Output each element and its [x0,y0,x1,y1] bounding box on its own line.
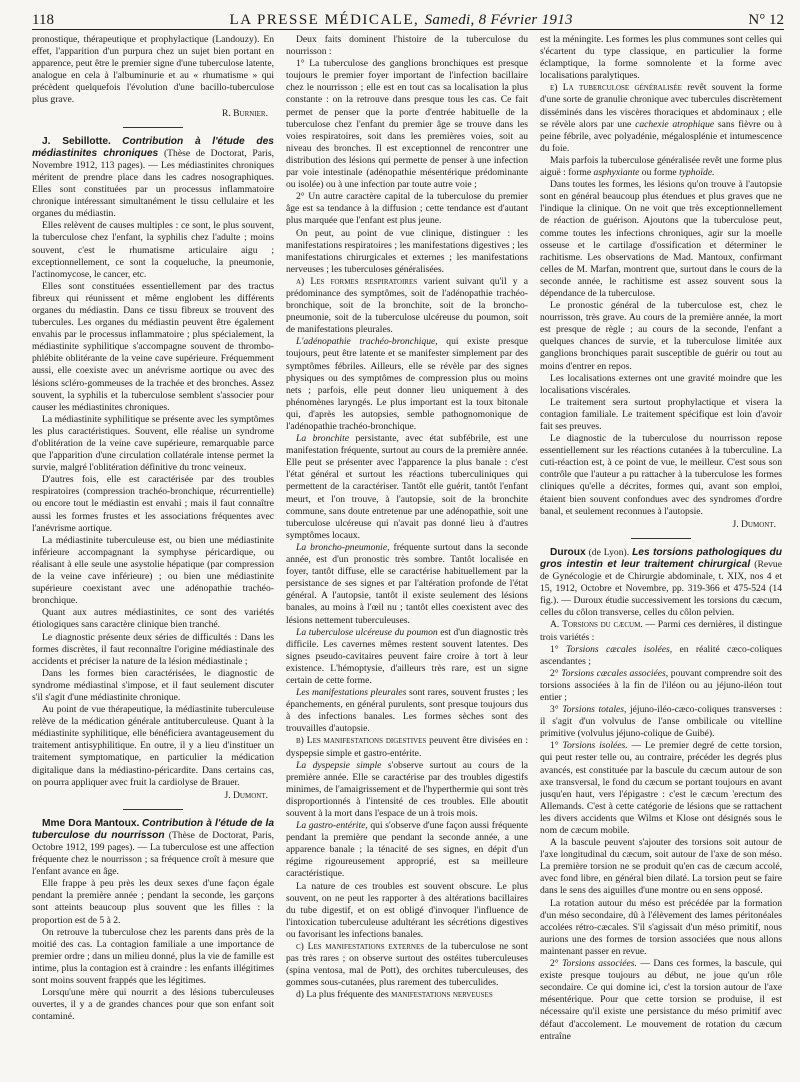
subheading: c) Les manifestations externes [296,941,425,953]
article-title: Contribution à l'étude des médiastinites chroniques [32,135,274,159]
paragraph-text: sans fièvre ou à peine fébrile, avec polyadénie, mégalosplénie et intumescence du foie. [540,118,782,154]
paragraph [286,941,528,989]
article-title: Contribution à l'étude de la tuberculose du nourrisson [32,817,274,841]
paragraph-text: qui s'observe d'une façon aussi fréquente pendant la première que pendant la seconde année, a une apparence banale ; la ténacité de ses signes, en dépit d'un régime rigoureusement approprié, est sa meilleure caractéristique. [286,820,528,880]
paragraph: La médiastinite tuberculeuse est, ou bien une médiastinite inférieure accompagnant la symphyse péricardique, ou réalisant à elle seule une asystolie hépatique (par compression de la veine cave inférieure) ; ou bien une médiastinite supérieure coexistant avec une adénopathie trachéo-bronchique. [32,534,274,607]
paragraph [286,433,528,542]
paragraph [286,687,528,735]
article-reference: (Thèse de Doctorat, Paris, Novembre 1912, 113 pages). — Les médiastinites chroniques méritent de prendre place dans les cadres nosographiques. Elles sont constituées par un processus inflammatoire chronique intéressant simultanément le tissu cellulaire et les organes du médiastin. [32,147,274,220]
column-2 [286,34,528,1074]
paragraph [540,668,782,704]
paragraph [540,644,782,668]
paragraph: Au point de vue thérapeutique, la médiastinite tuberculeuse relève de la médication générale antituberculeuse. Quant à la médiastinite syphilitique, elle bénéficiera avantageusement du traitement antisyphilitique. En outre, il y a lieu d'instituer un traitement symptomatique, en particulier la médication digitalique dans la médiastino-péricardite. Dans certains cas, on pourra appliquer avec fruit la cardiolyse de Brauer. [32,704,274,788]
paragraph: Dans les formes bien caractérisées, le diagnostic de syndrome médiastinal s'impose, et il faut seulement discuter s'il s'agit d'une médiastinite chronique. [32,667,274,703]
paragraph: Le pronostic général de la tuberculose est, chez le nourrisson, très grave. Au cours de la première année, la mort est presque de règle ; au cours de la seconde, l'enfant a quelques chances de survie, et la tuberculose limitée aux ganglions bronchiques parait susceptible de guérir ou tout au moins d'entrer en repos. [540,300,782,372]
paragraph [286,820,528,880]
paragraph [286,542,528,627]
divider [123,127,183,128]
paragraph-text: A. [550,619,563,631]
emphasis: Les manifestations pleurales [296,687,407,699]
subheading: Torsions du cæcum. [562,619,643,631]
paragraph-text: revêt souvent la forme d'une sorte de granulie chronique avec tubercules discrètement disséminés dans les viscères thoraciques et abdominaux ; elle se révèle alors par une [540,82,782,130]
paragraph [540,740,782,837]
emphasis: La tuberculose ulcéreuse du poumon [296,626,438,638]
emphasis: La broncho-pneumonie, [296,541,390,553]
article-author: J. Sebillotte. [42,135,111,147]
paragraph: Elles sont constituées essentiellement par des tractus fibreux qui réunissent et même englobent les différents organes du médiastin. Dans ce tissu fibreux se trouvent des tubercules. Les organes du médiastin peuvent être également envahis par le processus inflammatoire ; plus spécialement, la médiastinite syphilitique s'accompagne souvent de thrombo-phlébite oblitérante de la veine cave supérieure. Fréquemment aussi, elle coexiste avec un anévrisme aortique ou avec des lésions scléro-gommeuses de la trachée et des bronches. Assez souvent, la syphilis et la tuberculose semblent s'associer pour causer les médiastinites chroniques. [32,280,274,413]
paragraph: La nature de ces troubles est souvent obscure. Le plus souvent, on ne peut les rapporter à des altérations bacillaires du tube digestif, et on est obligé d'invoquer l'influence de l'intoxication tuberculeuse adultérant les sécrétions digestives ou favorisant les infections banales. [286,880,528,940]
paragraph-text: varient suivant qu'il y a prédominance des symptômes, soit de l'adénopathie trachéo-bronchique, soit de la bronchite, soit de la broncho-pneumonie, soit de la tuberculose ulcéreuse du poumon, soit de manifestations pleurales. [286,275,528,336]
paragraph: Le traitement sera surtout prophylactique et visera la contagion familiale. Le traitement spécifique est loin d'avoir fait ses preuves. [540,396,782,432]
column-3 [540,34,782,1074]
paragraph-text: peuvent être divisées en : dyspepsie simple et gastro-entérite. [286,735,528,759]
paragraph [286,760,528,820]
paragraph [286,276,528,336]
signature: J. Dumont. [732,518,776,530]
text-columns [32,34,784,1074]
paragraph [286,989,528,1001]
divider [631,538,691,539]
subheading: b) Les manifestations digestives [296,735,427,747]
paragraph-text: — Le premier degré de cette torsion, qui peut rester telle ou, au contraire, précéder les degrés plus avancés, est constituée par la bascule du cæcum autour de son axe transversal, le fond du cæcum se portant toujours en avant jusqu'en haut, vers l'épigastre : c'est le cæcum 'erectum des Allemands. C'est à cette catégorie de lésions que se rattachent les divers accidents que Wilms et Klose ont désignés sous le nom de cæcum mobile. [540,740,782,836]
emphasis: Torsions associées. [562,958,637,970]
subheading: a) Les formes respiratoires [296,275,418,287]
paragraph [540,619,782,643]
emphasis: cachexie atrophique [635,118,715,130]
emphasis: La dyspepsie simple [296,759,382,771]
paragraph: Les localisations externes ont une gravité moindre que les localisations viscérales. [540,372,782,396]
paragraph-text: 1° [550,740,563,752]
paragraph-text: fréquente surtout dans la seconde année, est d'un pronostic très sombre. Tantôt localisée en foyer, tantôt diffuse, elle se caractérise habituellement par la persistance de ses signes et par l'altération profonde de l'état général. A l'autopsie, tantôt il existe seulement des lésions banales, au moins à l'œil nu ; tantôt elles coexistent avec des lésions nettement tuberculeuses. [286,541,528,626]
signature: J. Dumont. [224,789,268,801]
article-reference: (Revue de Gynécologie et de Chirurgie abdominale, t. XIX, nos 4 et 15, 1912, Octobre et Novembre, pp. 319-366 et 475-524 (14 fig.). — Duroux étudie successivement les torsions du cæcum, celles du côlon transverse, celles du côlon pelvien. [540,558,782,619]
paragraph-text: pouvant comprendre soit des torsions associées à la fin de l'iléon ou au jéjuno-iléon tout entier ; [540,667,782,703]
paragraph: Quant aux autres médiastinites, ce sont des variétés étiologiques sans caractère clinique bien tranché. [32,607,274,631]
emphasis: Torsions isolées. [562,740,628,752]
emphasis: Torsions cæcales isolées, [565,643,673,655]
article-author: Mme Dora Mantoux. [42,817,140,829]
paragraph-text: est d'un diagnostic très difficile. Les cavernes mêmes restent souvent latentes. Des signes pseudo-cavitaires peuvent faire croire à tort à leur existence. L'hémoptysie, d'ailleurs très rare, est un signe certain de cette forme. [286,626,528,686]
article-location: (de Lyon). [585,546,633,558]
paragraph [286,336,528,433]
paragraph-text: 2° [550,958,563,970]
paragraph-text: 1° [550,643,566,655]
paragraph: Le diagnostic de la tuberculose du nourrisson repose essentiellement sur les réactions cutanées à la tuberculine. La cuti-réaction est, à ce point de vue, le meilleur. C'est sous son contrôle que l'auteur a pu rattacher à la tuberculose les formes cliniques qu'elle a décrites, formes qui, avant son emploi, étaient bien souvent confondues avec des syndromes d'ordre banal, et seulement reconnues à l'autopsie. [540,433,782,517]
emphasis: Torsions cæcales associées, [561,667,669,679]
column-1 [32,34,274,1074]
paragraph-text: qui existe presque toujours, peut être latente et se manifester simplement par des symptômes fébriles. Ailleurs, elle se révèle par des signes physiques ou des symptômes de compression plus ou moins nets ; parfois, elle peut donner lieu uniquement à des phénomènes laryngés. Le plus important est la toux bitonale qui, d'après les autopsies, semble pathognomonique de l'adénopathie trachéo-bronchique. [286,336,528,432]
paragraph: est la méningite. Les formes les plus communes sont celles qui s'écartent du type classique, en particulier la forme éclamptique, la forme somnolente et la forme avec localisations paralytiques. [540,34,782,82]
paragraph: La médiastinite syphilitique se présente avec les symptômes les plus caractéristiques. Souvent, elle réalise un syndrome d'oblitération de la veine cave supérieure, remarquable parce que l'apparition d'une circulation collatérale intense permet la survie, malgré l'oblitération définitive du tronc veineux. [32,413,274,474]
article-title: Les torsions pathologiques du gros intestin et leur traitement chirurgical [540,546,782,570]
paragraph: On retrouve la tuberculose chez les parents dans près de la moitié des cas. La contagion familiale a une importance de premier ordre ; dans un milieu donné, plus la vie de famille est intime, plus la contagion est à craindre : les enfants illégitimes sont moins souvent frappés que les légitimes. [32,926,274,987]
paragraph: Lorsqu'une mère qui nourrit a des lésions tuberculeuses ouvertes, il y a de grandes chances pour que son enfant soit contaminé. [32,987,274,1023]
paragraph: La rotation autour du méso est précédée par la formation d'un méso secondaire, dû à l'élèvement des lames péritonéales accolées rétro-cæcales. S'il s'agissait d'un méso primitif, nous aurions une des formes de torsion associées que nous allons maintenant passer en revue. [540,897,782,957]
article-author: Duroux [550,546,586,558]
paragraph [286,735,528,759]
paragraph-text: — Dans ces formes, la bascule, qui existe presque toujours au début, ne joue qu'un rôle secondaire. Ce qui domine ici, c'est la torsion autour de l'axe mésentérique. Pour que cette torsion se produise, il est nécessaire qu'il existe une persistance du méso primitif avec défaut d'accolement. Le mouvement de rotation du cæcum entraîne [540,958,782,1042]
paragraph: pronostique, thérapeutique et prophylactique (Landouzy). En effet, l'apparition d'un purpura chez un sujet bien portant en apparence, peut être le premier signe d'une tuberculose latente, analogue en cela à l'albuminurie et au « rhumatisme » qui précèdent quelquefois l'évolution d'une bacillo-tuberculose plus grave. [32,34,274,106]
paragraph-text: persistante, avec état subfébrile, est une manifestation fréquente, surtout au cours de la première année. Elle peut se présenter avec l'apparence la plus banale : c'est l'état général et surtout les réactions tuberculiniques qui permettent de la caractériser. Tantôt elle guérit, tantôt l'enfant meurt, et l'on trouve, à l'autopsie, soit de la bronchite commune, sans doute entretenue par une adénopathie, soit une tuberculose ulcéreuse qui n'avait pas donné lieu à d'autres symptômes locaux. [286,433,528,541]
emphasis: La bronchite [296,433,350,445]
paragraph: Elles relèvent de causes multiples : ce sont, le plus souvent, la tuberculose chez l'enfant, la syphilis chez l'adulte ; moins souvent, c'est le rhumatisme articulaire aigu ; exceptionnellement, ce sont la coqueluche, la pneumonie, l'actinomycose, le cancer, etc. [32,220,274,280]
paragraph-text: de la tuberculose ne sont pas très rares ; on observe surtout des ostéites tuberculeuses (spina ventosa, mal de Pott), des orchites tuberculeuses, des gommes sous-cutanées, plus rarement des tuberculides. [286,941,528,989]
paragraph-text: sont rares, souvent frustes ; les épanchements, en général purulents, sont presque toujours dus à des infections banales. Les formes sèches sont des trouvailles d'autopsie. [286,687,528,735]
page-number: 118 [32,12,54,28]
subheading: manifestations nerveuses [391,989,493,1001]
paragraph [286,627,528,687]
paragraph: Deux faits dominent l'histoire de la tuberculose du nourrisson : [286,34,528,58]
paragraph-text: 2° [550,667,562,679]
paragraph-text: 3° [550,704,563,716]
subheading: e) La tuberculose généralisée [550,82,682,94]
issue-date: Samedi, 8 Février 1913 [424,12,573,28]
page-header [32,0,784,30]
paragraph [540,704,782,740]
paragraph: Dans toutes les formes, les lésions qu'on trouve à l'autopsie sont en général beaucoup plus étendues et plus graves que ne l'indique la clinique. On ne voit que très exceptionnellement de réaction de guérison. Ajoutons que la tuberculose peut, comme toutes les infections chroniques, agir sur la moelle osseuse et le cartilage d'ossification et déterminer le rachitisme. Les observations de Mad. Mantoux, confirmant celles de M. Marfan, montrent que, surtout dans le cours de la seconde année, le rachitisme est assez souvent sous la dépendance de la tuberculose. [540,179,782,299]
emphasis: asphyxiante [593,167,640,179]
paragraph: 2° Un autre caractère capital de la tuberculose du premier âge est sa tendance à la diffusion ; cette tendance est d'autant plus marquée que l'enfant est plus jeune. [286,191,528,227]
emphasis: L'adénopathie trachéo-bronchique, [296,336,438,348]
paragraph [540,958,782,1043]
journal-title-line [230,12,573,29]
emphasis: Torsions totales, [562,704,627,716]
paragraph-text: — Parmi ces dernières, il distingue trois variétés : [540,619,782,643]
paragraph-text: d) La plus fréquente des [296,989,392,1001]
paragraph-text: en réalité cæco-coliques ascendantes ; [540,643,782,667]
paragraph: Le diagnostic présente deux séries de difficultés : Dans les formes discrètes, il faut reconnaître l'origine médiastinale des accidents et préciser la nature de la lésion médiastinale ; [32,631,274,667]
divider [123,809,183,810]
paragraph-text: jéjuno-iléo-cæco-coliques transverses : il s'agit d'un volvulus de l'anse ombilicale ou vitelline primitive (volvulus jéjuno-colique de Guibé). [540,704,782,740]
paragraph: A la bascule peuvent s'ajouter des torsions soit autour de l'axe longitudinal du cæcum, soit autour de l'axe de son méso. La première torsion ne se produit qu'en cas de cæcum accolé, avec fond libre, en général bien dilaté. La torsion peut se faire dans le sens des aiguilles d'une montre ou en sens opposé. [540,837,782,897]
paragraph-text: ou forme [639,167,680,179]
article-reference: (Thèse de Doctorat, Paris, Octobre 1912, 199 pages). — La tuberculose est une affection fréquente chez le nourrisson ; sa fréquence croît à mesure que l'enfant avance en âge. [32,829,274,878]
article-duroux [540,547,782,620]
paragraph: 1° La tuberculose des ganglions bronchiques est presque toujours le premier foyer important de l'infection bacillaire chez le nourrisson ; elle est en tout cas sa localisation la plus constante : on la retrouve dans presque tous les cas. Ce fait permet de penser que la porte d'entrée habituelle de la tuberculose chez l'enfant du premier âge se trouve dans les voies respiratoires, soit dans les premières voies, soit au niveau des bronches. Il est exceptionnel de rencontrer une distribution des lésions qui permette de penser à une infection par voie intestinale (adénopathie mésentérique prédominante ou isolée) ou à une infection par toute autre voie ; [286,58,528,191]
paragraph: Elle frappe à peu près les deux sexes d'une façon égale pendant la première année ; pendant la seconde, les garçons sont atteints beaucoup plus souvent que les filles : la proportion est de 5 à 2. [32,878,274,926]
issue-number: N° 12 [748,12,784,28]
paragraph: D'autres fois, elle est caractérisée par des troubles respiratoires (compression trachéo-bronchique, récurrentielle) ou encore tout le médiastin est envahi ; mais il faut connaître aussi les formes frustes et les associations fréquentes avec l'anévrisme aortique. [32,474,274,534]
signature: R. Burnier. [221,107,268,119]
paragraph: On peut, au point de vue clinique, distinguer : les manifestations respiratoires ; les manifestations digestives ; les manifestations chirurgicales et externes ; les manifestations nerveuses ; les tuberculoses généralisées. [286,227,528,275]
emphasis: La gastro-entérite, [296,820,368,832]
paragraph [540,155,782,179]
article-sebillotte [32,136,274,221]
emphasis: typhoïde. [679,167,715,179]
paragraph [540,82,782,155]
paragraph-text: s'observe surtout au cours de la première année. Elle se caractérise par des troubles digestifs minimes, de l'amaigrissement et de l'hyperthermie qui sont très disproportionnés à l'intensité de ces troubles. Elle aboutit souvent à la mort dans l'espace de un à trois mois. [286,759,528,819]
article-mantoux [32,818,274,878]
paragraph-text: Mais parfois la tuberculose généralisée revêt une forme plus aiguë : forme [540,154,782,179]
journal-title: LA PRESSE MÉDICALE, [229,12,420,28]
